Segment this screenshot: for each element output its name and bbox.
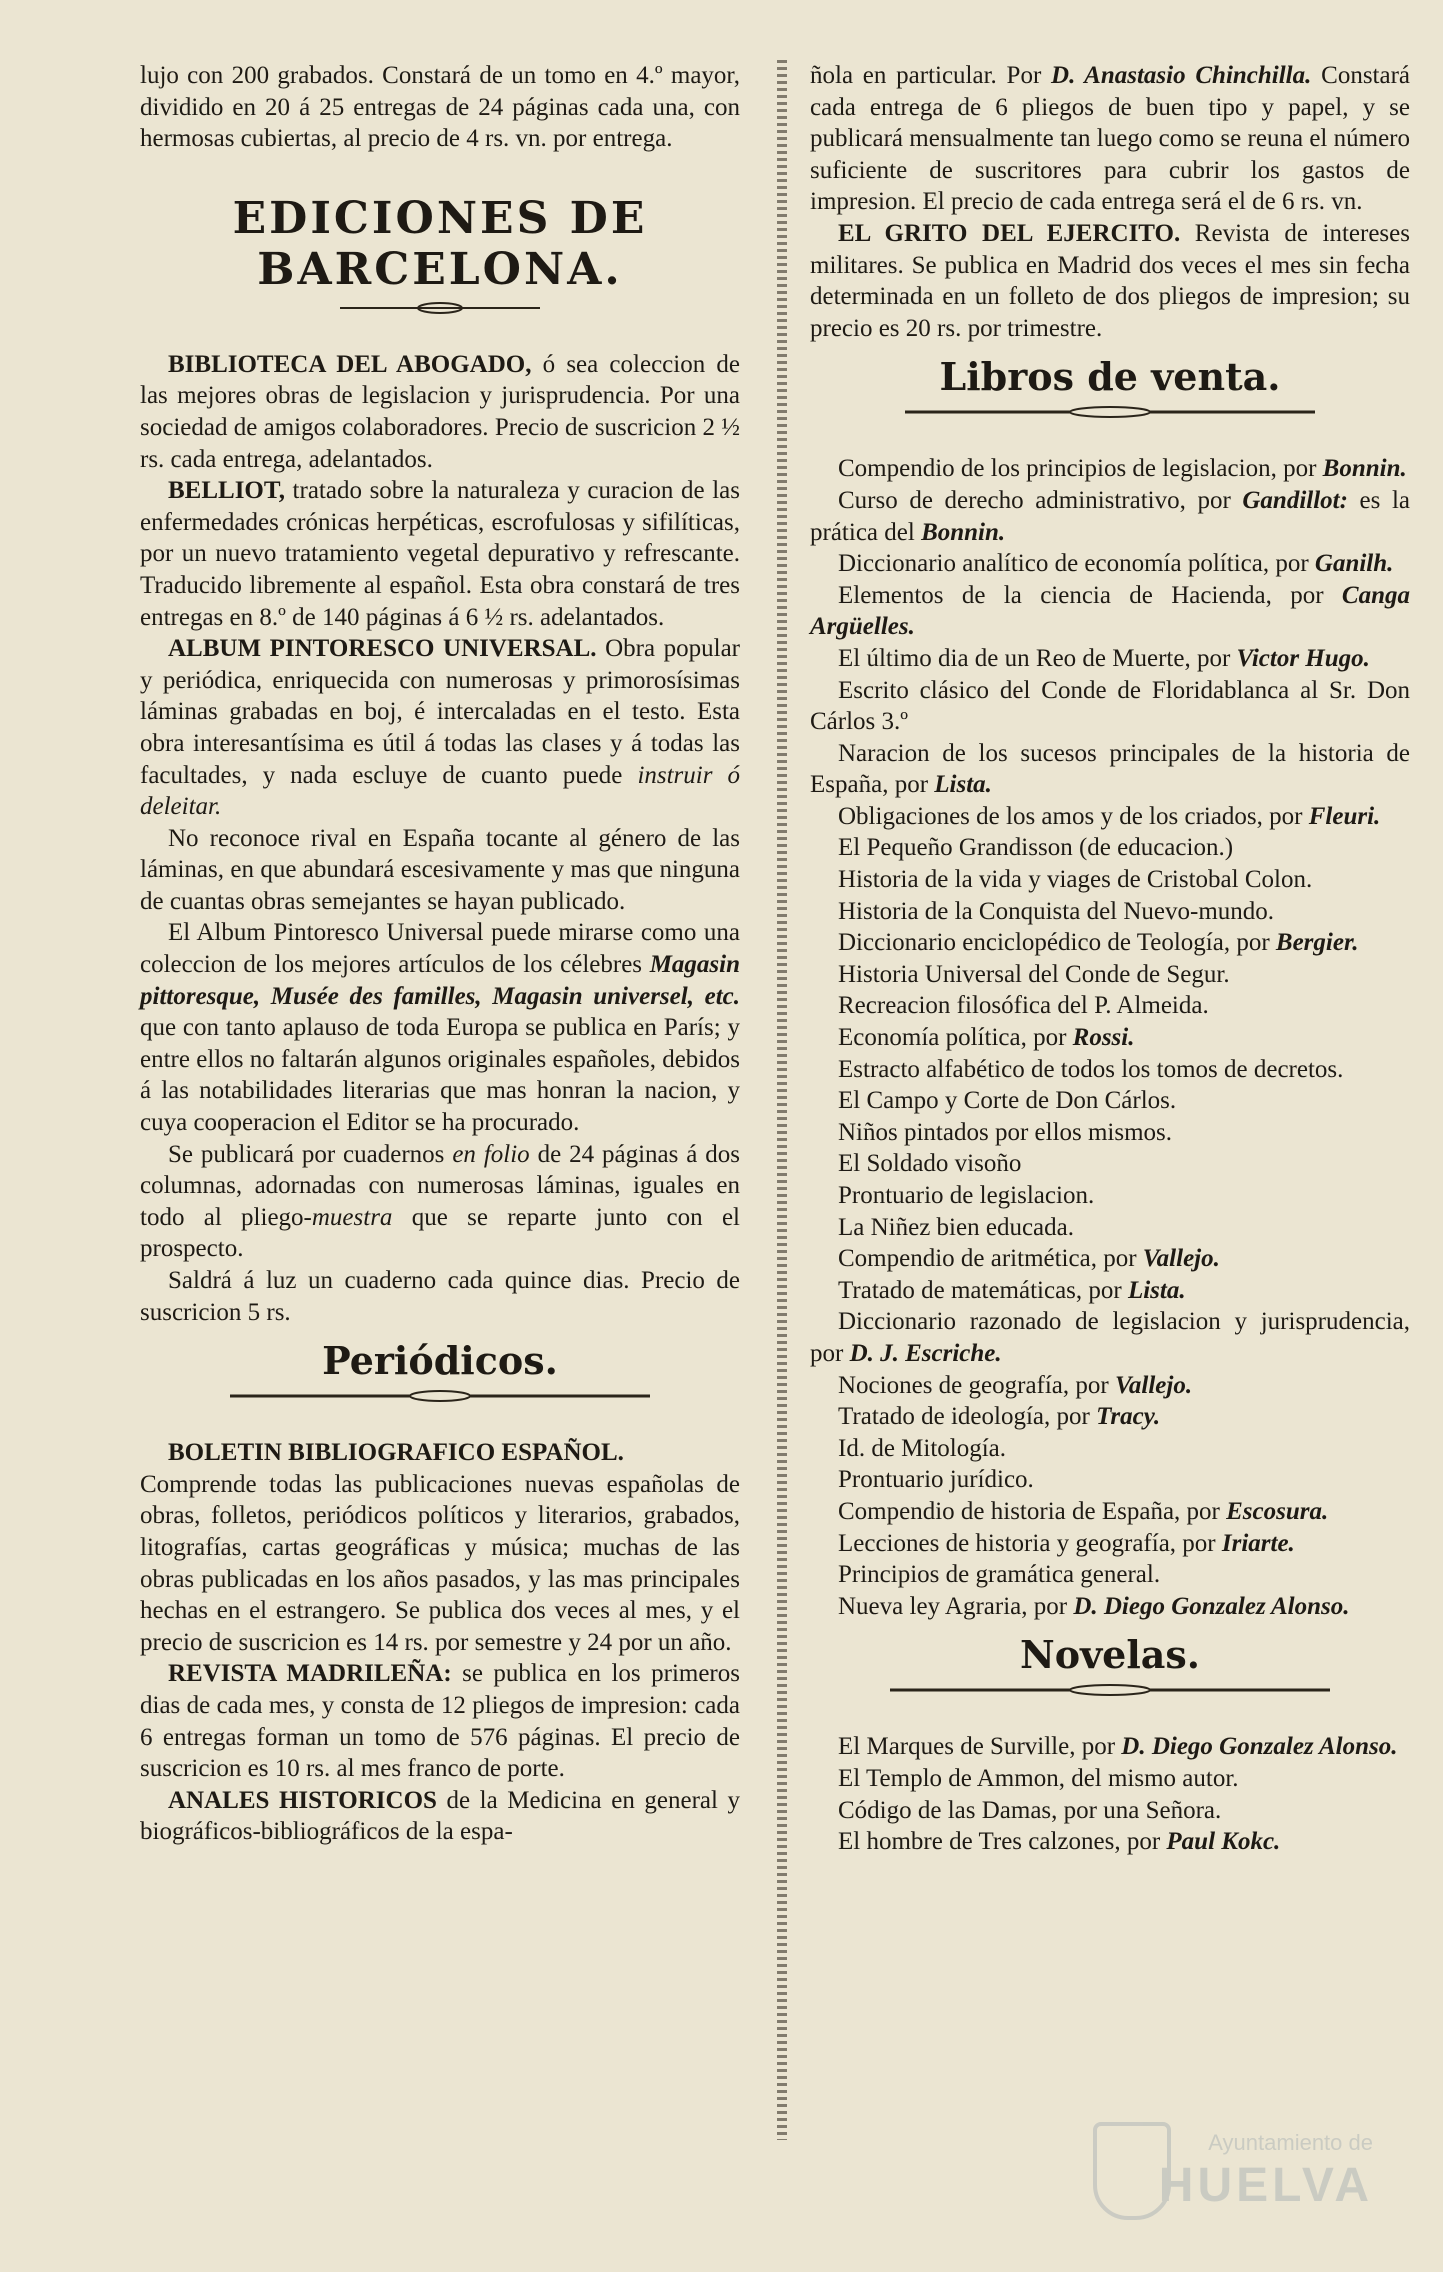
section-title-periodicos: Periódicos. [322,1338,558,1384]
list-item-title: El Soldado visoño [838,1150,1022,1178]
list-item-author: Iriarte. [1221,1529,1295,1557]
list-item-title: Prontuario jurídico. [838,1466,1034,1494]
list-item-title: Estracto alfabético de todos los tomos de decretos. [838,1055,1344,1083]
list-item-author: Rossi. [1072,1024,1135,1052]
list-item-title: Historia Universal del Conde de Segur. [838,960,1230,988]
album-paragraph-2: No reconoce rival en España tocante al género de las láminas, en que abundará escesivamente y mas que ninguna de cuantas obras semejantes se hayan publicado. [140,824,740,915]
section-title-novelas: Novelas. [1019,1632,1201,1678]
list-item-title: Código de las Damas, por una Señora. [838,1796,1222,1824]
intro-paragraph: lujo con 200 grabados. Constará de un tomo en 4.º mayor, dividido en 20 á 25 entregas de 24 páginas cada una, con hermosas cubiertas, al precio de 4 rs. vn. por entrega. [140,62,740,153]
list-item [810,1559,1410,1591]
ornament-divider [140,1389,740,1411]
list-item-author: Gandillot: [1242,486,1348,514]
album-p3-magazines: Magasin pittoresque, Musée des familles, Magasin universel, etc. [140,951,740,1010]
list-item [810,1401,1410,1433]
list-item-title: Economía política, por [838,1024,1073,1052]
list-item [810,1370,1410,1402]
libros-list [810,453,1410,1622]
list-item [810,990,1410,1022]
revista-text: se publica en los primeros dias de cada mes, y consta de 12 pliegos de impresion: cada 6 entregas forman un tomo de 576 páginas. El precio de suscricion es 10 rs. al mes franco de porte. [140,1660,740,1783]
list-item-author: Lista. [934,771,992,799]
list-item-author: D. J. Escriche. [849,1339,1002,1367]
album-entry [140,633,740,823]
list-item-author: D. Diego Gonzalez Alonso. [1073,1592,1350,1620]
belliot-text: tratado sobre la naturaleza y curacion de las enfermedades crónicas herpéticas, escrofulosas y sifilíticas, por un nuevo tratamiento vegetal depurativo y refrescante. Traducido libremente al español. Esta obra constará de tres entregas en 8.º de 140 páginas á 6 ½ rs. adelantados. [140,477,740,631]
album-italic: instruir ó deleitar. [140,761,740,821]
list-item [810,738,1410,801]
list-item-author: Escosura. [1226,1497,1329,1525]
boletin-title-text: BOLETIN BIBLIOGRAFICO ESPAÑOL. [168,1439,624,1467]
list-item-title: Compendio de los principios de legislacion, por [838,455,1323,483]
list-item-title: Naracion de los sucesos principales de la historia de España, por [810,739,1410,799]
list-item-author: Fleuri. [1308,802,1381,830]
list-item [810,548,1410,580]
album-p4-muestra: muestra [311,1203,393,1231]
album-paragraph-3 [140,917,740,1138]
biblioteca-text: ó sea coleccion de las mejores obras de legislacion y jurisprudencia. Por una sociedad de amigos colaboradores. Precio de suscricion 2 ½ rs. cada entrega, adelantados. [140,350,740,473]
list-item [810,959,1410,991]
section-title-ediciones: EDICIONES DE BARCELONA. [232,192,648,295]
album-text: Obra popular y periódica, enriquecida con numerosas y primorosísimas láminas grabadas en boj, é intercaladas en el testo. Esta obra interesantísima es útil á todas las clases y á todas las facultades, y nada escluye de cuanto puede [140,635,740,789]
list-item-title: Elementos de la ciencia de Hacienda, por [838,581,1342,609]
anales-title: ANALES HISTORICOS [168,1786,437,1814]
list-item [810,1591,1410,1623]
list-item [810,1496,1410,1528]
revista-title: REVISTA MADRILEÑA: [168,1660,452,1688]
list-item-author: D. Diego Gonzalez Alonso. [1121,1733,1398,1761]
list-item-author: Ganilh. [1314,550,1394,578]
list-item-title: Curso de derecho administrativo, por [838,486,1243,514]
list-item-title: Diccionario razonado de legislacion y jurisprudencia, por [810,1308,1410,1367]
list-item [810,1022,1410,1054]
list-item-title: La Niñez bien educada. [838,1213,1074,1241]
list-item [810,675,1410,738]
list-item-title: Prontuario de legislacion. [838,1182,1095,1209]
list-item [810,1212,1410,1244]
list-item-author: Victor Hugo. [1236,644,1370,672]
list-item [810,1054,1410,1086]
grito-entry [810,218,1410,344]
list-item-title: Compendio de historia de España, por [838,1497,1227,1525]
anales-entry [140,1785,740,1848]
album-p3a: El Album Pintoresco Universal puede mirarse como una coleccion de los mejores artículos de los célebres [140,919,740,979]
list-item [810,801,1410,833]
list-item [810,485,1410,548]
list-item [810,896,1410,928]
list-item-title: Id. de Mitología. [838,1434,1007,1462]
list-item [810,1306,1410,1369]
boletin-text: Comprende todas las publicaciones nuevas españolas de obras, folletos, periódicos políticos y literarios, grabados, litografías, cartas geográficas y música; muchas de las obras publicadas en los años pasados, y las mas principales hechas en el estrangero. Se publica dos veces al mes, y el precio de suscricion es 14 rs. por semestre y 24 por un año. [140,1470,740,1656]
album-p4-folio: en folio [452,1140,530,1168]
list-item-title: Historia de la vida y viages de Cristobal Colon. [838,866,1313,894]
list-item-author: Vallejo. [1114,1371,1193,1399]
watermark-logo [1083,2112,1383,2232]
list-item-title: Tratado de matemáticas, por [838,1276,1128,1304]
list-item-title: El Campo y Corte de Don Cárlos. [838,1087,1177,1115]
list-item [810,927,1410,959]
belliot-title: BELLIOT, [168,477,285,505]
list-item [810,1795,1410,1827]
list-item [810,643,1410,675]
ornament-divider [810,405,1410,427]
belliot-entry [140,475,740,633]
left-column [140,60,740,1848]
list-item-author: Bergier. [1275,929,1359,957]
list-item [810,580,1410,643]
list-item-title: Recreacion filosófica del P. Almeida. [838,992,1209,1020]
novelas-list [810,1731,1410,1857]
list-item [810,453,1410,485]
ornament-divider [810,1683,1410,1705]
anales-text: de la Medicina en general y biográficos-bibliográficos de la espa- [140,1786,740,1846]
right-column [810,60,1410,1858]
list-item-title: Compendio de aritmética, por [838,1245,1143,1273]
anales-continuation [810,60,1410,218]
album-p3b: que con tanto aplauso de toda Europa se publica en París; y entre ellos no faltarán algunos originales españoles, debidos á las notabilidades literarias que mas honran la nacion, y cuya cooperacion el Editor se ha procurado. [140,1014,740,1137]
list-item [810,832,1410,864]
list-item-title: El último dia de un Reo de Muerte, por [838,644,1237,672]
list-item-title: Lecciones de historia y geografía, por [838,1529,1222,1557]
list-item-author: Bonnin. [1322,455,1407,483]
album-paragraph-4 [140,1139,740,1265]
list-item-author: Tracy. [1096,1403,1161,1431]
list-item-title: Diccionario enciclopédico de Teología, por [838,929,1276,957]
ornament-divider [140,301,740,323]
list-item-title: Niños pintados por ellos mismos. [838,1118,1173,1146]
list-item-title: Tratado de ideología, por [838,1403,1097,1431]
list-item-title: Historia de la Conquista del Nuevo-mundo. [838,897,1275,925]
album-paragraph-5: Saldrá á luz un cuaderno cada quince dias. Precio de suscricion 5 rs. [140,1267,740,1326]
list-item [810,1085,1410,1117]
list-item-author: Lista. [1127,1276,1186,1304]
biblioteca-entry [140,349,740,475]
list-item [810,1763,1410,1795]
boletin-title [140,1437,740,1469]
list-item [810,1275,1410,1307]
list-item-title: El hombre de Tres calzones, por [838,1828,1167,1856]
list-item-author: Bonnin. [921,518,1006,546]
list-item-title: Escrito clásico del Conde de Floridablanca al Sr. Don Cárlos 3.º [810,676,1410,736]
album-p4b: de 24 páginas á dos columnas, adornadas con numerosas láminas, iguales en todo al pliego- [140,1140,740,1231]
grito-text: Revista de intereses militares. Se publica en Madrid dos veces el mes sin fecha determinada en un folleto de dos pliegos de impresion; su precio es 20 rs. por trimestre. [810,219,1410,342]
list-item-author: Paul Kokc. [1166,1828,1281,1856]
list-item-title: Nueva ley Agraria, por [838,1592,1074,1620]
list-item-title: Obligaciones de los amos y de los criados, por [838,802,1309,830]
list-item-title: es la prática del [810,486,1410,546]
anales-author: D. Anastasio Chinchilla. [1051,62,1312,89]
list-item [810,1528,1410,1560]
list-item-title: El Templo de Ammon, del mismo autor. [838,1764,1239,1792]
list-item-author: Canga Argüelles. [810,581,1410,641]
watermark-line2: HUELVA [1158,2159,1373,2212]
biblioteca-title: BIBLIOTECA DEL ABOGADO, [168,350,532,378]
list-item [810,1464,1410,1496]
album-title: ALBUM PINTORESCO UNIVERSAL. [168,635,597,663]
revista-entry [140,1658,740,1784]
list-item [810,1243,1410,1275]
list-item-author: Vallejo. [1142,1245,1220,1273]
list-item [810,1180,1410,1212]
list-item [810,864,1410,896]
watermark-line1: Ayuntamiento de [1208,2130,1373,2155]
list-item-title: El Pequeño Grandisson (de educacion.) [838,834,1234,862]
list-item [810,1826,1410,1858]
album-p4a: Se publicará por cuadernos [168,1140,453,1168]
list-item-title: Nociones de geografía, por [838,1371,1115,1399]
list-item-title: Principios de gramática general. [838,1561,1161,1589]
column-divider [777,60,787,2140]
section-title-libros: Libros de venta. [939,354,1281,400]
list-item-title: El Marques de Surville, por [838,1733,1122,1761]
list-item-title: Diccionario analítico de economía política, por [838,550,1315,578]
list-item [810,1433,1410,1465]
list-item [810,1117,1410,1149]
anales-cont-a: ñola en particular. Por [810,62,1052,89]
grito-title: EL GRITO DEL EJERCITO. [838,219,1181,247]
album-p4c: que se reparte junto con el prospecto. [140,1203,740,1263]
anales-cont-b: Constará cada entrega de 6 pliegos de buen tipo y papel, y se publicará mensualmente tan luego como se reuna el número suficiente de suscritores para cubrir los gastos de impresion. El precio de cada entrega será el de 6 rs. vn. [810,62,1411,216]
list-item [810,1731,1410,1763]
list-item [810,1148,1410,1180]
